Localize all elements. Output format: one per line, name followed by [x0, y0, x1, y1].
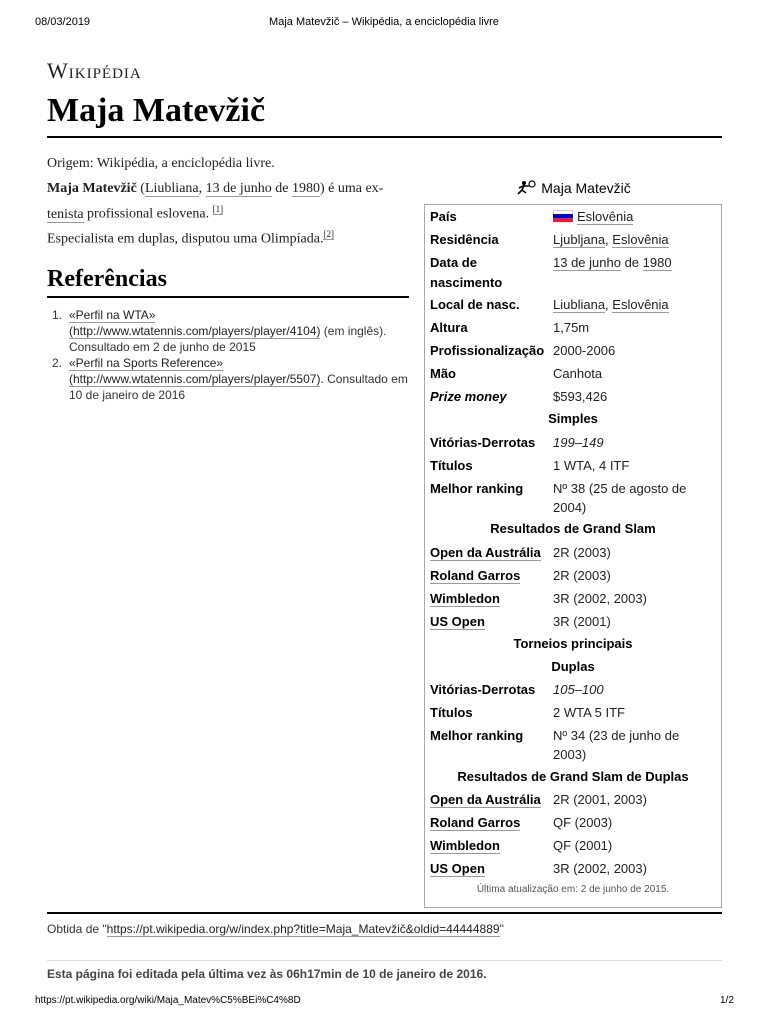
page-number: 1/2	[720, 995, 734, 1006]
gs-us-open-value: 3R (2001)	[553, 614, 611, 629]
duplas-heading: Duplas	[551, 659, 595, 674]
page-title: Maja Matevžič	[47, 92, 266, 129]
reference-item	[47, 307, 409, 355]
last-edited: Esta página foi editada pela última vez às 06h17min de 10 de janeiro de 2016.	[47, 967, 487, 981]
duplas-gs-roland-garros-value: QF (2003)	[553, 815, 613, 830]
intro-paragraph: Maja Matevžič (Liubliana, 13 de junho de 1980) é uma ex- tenista profissional eslovena. [1]	[47, 181, 384, 222]
local-label: Local de nasc.	[430, 297, 520, 312]
local-country-link[interactable]: Eslovênia	[612, 297, 669, 312]
flag-stripe-red	[553, 218, 573, 222]
gs-us-open-link[interactable]: US Open	[430, 614, 485, 629]
duplas-gs-australia-value: 2R (2001, 2003)	[553, 792, 647, 807]
gs-roland-garros-value: 2R (2003)	[553, 568, 611, 583]
tenista-link[interactable]: tenista	[47, 206, 84, 222]
residencia-value: Ljubljana, Eslovênia	[553, 232, 669, 247]
wikipedia-wordmark[interactable]: Wikipédia	[47, 58, 142, 83]
simples-gs-heading: Resultados de Grand Slam	[490, 521, 656, 536]
nascimento-value	[553, 253, 713, 272]
intro-is-a: é uma ex-	[328, 181, 384, 196]
footer-divider	[47, 912, 722, 914]
duplas-titulos-value: 2 WTA 5 ITF	[553, 705, 625, 720]
ref-1-link[interactable]: [1]	[212, 204, 224, 214]
simples-titulos-value: 1 WTA, 4 ITF	[553, 458, 630, 473]
reference-number: 2.	[52, 356, 63, 370]
mao-label: Mão	[430, 366, 456, 381]
pais-label: País	[430, 209, 457, 224]
nascimento-year-link[interactable]: 1980	[642, 255, 672, 270]
nascimento-label: Data de nascimento	[430, 255, 503, 290]
print-url: https://pt.wikipedia.org/wiki/Maja_Matev%C5%BEi%C4%8D	[35, 995, 301, 1006]
print-title: Maja Matevžič – Wikipédia, a enciclopédia livre	[269, 16, 499, 28]
ref-2-link[interactable]: [2]	[323, 229, 334, 239]
prize-value: $593,426	[553, 389, 608, 404]
intro-rest: profissional eslovena.	[87, 206, 210, 222]
prof-label: Profissionalização	[430, 343, 545, 358]
infobox	[424, 204, 722, 908]
duplas-gs-roland-garros-link[interactable]: Roland Garros	[430, 815, 521, 830]
prof-value: 2000-2006	[553, 343, 616, 358]
local-value: Liubliana, Eslovênia	[553, 297, 669, 312]
gs-roland-garros-link[interactable]: Roland Garros	[430, 568, 521, 583]
obtida-prefix: Obtida de "	[47, 922, 107, 936]
duplas-ranking-value: Nº 34 (23 de junho de 2003)	[553, 728, 680, 762]
infobox-title	[424, 180, 722, 199]
residencia-city-link[interactable]: Ljubljana	[553, 232, 606, 247]
simples-titulos-label: Títulos	[430, 458, 473, 473]
residencia-country-link[interactable]: Eslovênia	[612, 232, 669, 247]
special-text: Especialista em duplas, disputou uma Olimpíada.	[47, 231, 324, 247]
duplas-vd-value: 105–100	[553, 682, 604, 697]
origin-line: Origem: Wikipédia, a enciclopédia livre.	[47, 156, 275, 171]
duplas-gs-us-open-value: 3R (2002, 2003)	[553, 861, 647, 876]
reference-item	[47, 355, 409, 403]
duplas-gs-wimbledon-value: QF (2001)	[553, 838, 613, 853]
special-paragraph	[47, 229, 334, 248]
duplas-vd-label: Vitórias-Derrotas	[430, 682, 536, 697]
tennis-player-icon	[515, 180, 537, 199]
obtida-suffix: "	[499, 922, 504, 936]
reference-rest: . Consultado em 10 de janeiro de 2016	[69, 372, 408, 402]
birth-day-link[interactable]: 13 de junho	[205, 181, 272, 196]
duplas-titulos-label: Títulos	[430, 705, 473, 720]
simples-ranking-label: Melhor ranking	[430, 481, 524, 496]
pais-value	[553, 207, 713, 226]
duplas-ranking-label: Melhor ranking	[430, 728, 524, 743]
simples-ranking-value: Nº 38 (25 de agosto de 2004)	[553, 481, 687, 515]
birthplace-link[interactable]: Liubliana	[144, 181, 199, 196]
mao-value: Canhota	[553, 366, 603, 381]
prize-label: Prize money	[430, 389, 507, 404]
infobox-footer: Última atualização em: 2 de junho de 2015.	[476, 884, 670, 895]
birth-year-link[interactable]: 1980	[291, 181, 320, 196]
intro-name: Maja Matevžič	[47, 181, 137, 196]
slovenia-flag-icon	[553, 210, 573, 222]
gs-wimbledon-value: 3R (2002, 2003)	[553, 591, 647, 606]
residencia-label: Residência	[430, 232, 499, 247]
duplas-gs-australia-link[interactable]: Open da Austrália	[430, 792, 541, 807]
gs-wimbledon-link[interactable]: Wimbledon	[430, 591, 500, 606]
title-divider	[47, 136, 722, 138]
duplas-gs-heading: Resultados de Grand Slam de Duplas	[457, 769, 689, 784]
simples-heading: Simples	[548, 411, 598, 426]
reference-rest: (em inglês). Consultado em 2 de junho de 2015	[69, 324, 387, 354]
reference-url[interactable]: (http://www.wtatennis.com/players/player/5507)	[69, 372, 321, 386]
permanent-link[interactable]: https://pt.wikipedia.org/w/index.php?title=Maja_Matevžič&oldid=44444889	[106, 922, 500, 936]
simples-vd-label: Vitórias-Derrotas	[430, 435, 536, 450]
reference-url[interactable]: (http://www.wtatennis.com/players/player/4104)	[69, 324, 321, 338]
local-city-link[interactable]: Liubliana	[553, 297, 606, 312]
references-heading: Referências	[47, 266, 167, 292]
gs-australia-value: 2R (2003)	[553, 545, 611, 560]
pais-link[interactable]: Eslovênia	[577, 209, 634, 224]
reference-number: 1.	[52, 308, 63, 322]
references-divider	[47, 296, 409, 298]
duplas-gs-us-open-link[interactable]: US Open	[430, 861, 485, 876]
altura-label: Altura	[430, 320, 468, 335]
edited-divider	[47, 960, 722, 961]
reference-link[interactable]: «Perfil na WTA»	[69, 308, 156, 322]
altura-value: 1,75m	[553, 320, 590, 335]
reference-link[interactable]: «Perfil na Sports Reference»	[69, 356, 224, 370]
print-date: 08/03/2019	[35, 16, 91, 28]
references-list	[47, 307, 409, 403]
torneios-heading: Torneios principais	[513, 636, 633, 651]
simples-vd-value: 199–149	[553, 435, 604, 450]
gs-australia-link[interactable]: Open da Austrália	[430, 545, 541, 560]
nascimento-day-link[interactable]: 13 de junho	[553, 255, 621, 270]
nascimento-de: de	[624, 255, 640, 270]
infobox-title-text: Maja Matevžič	[541, 180, 631, 197]
duplas-gs-wimbledon-link[interactable]: Wimbledon	[430, 838, 500, 853]
obtida-line	[47, 922, 504, 936]
